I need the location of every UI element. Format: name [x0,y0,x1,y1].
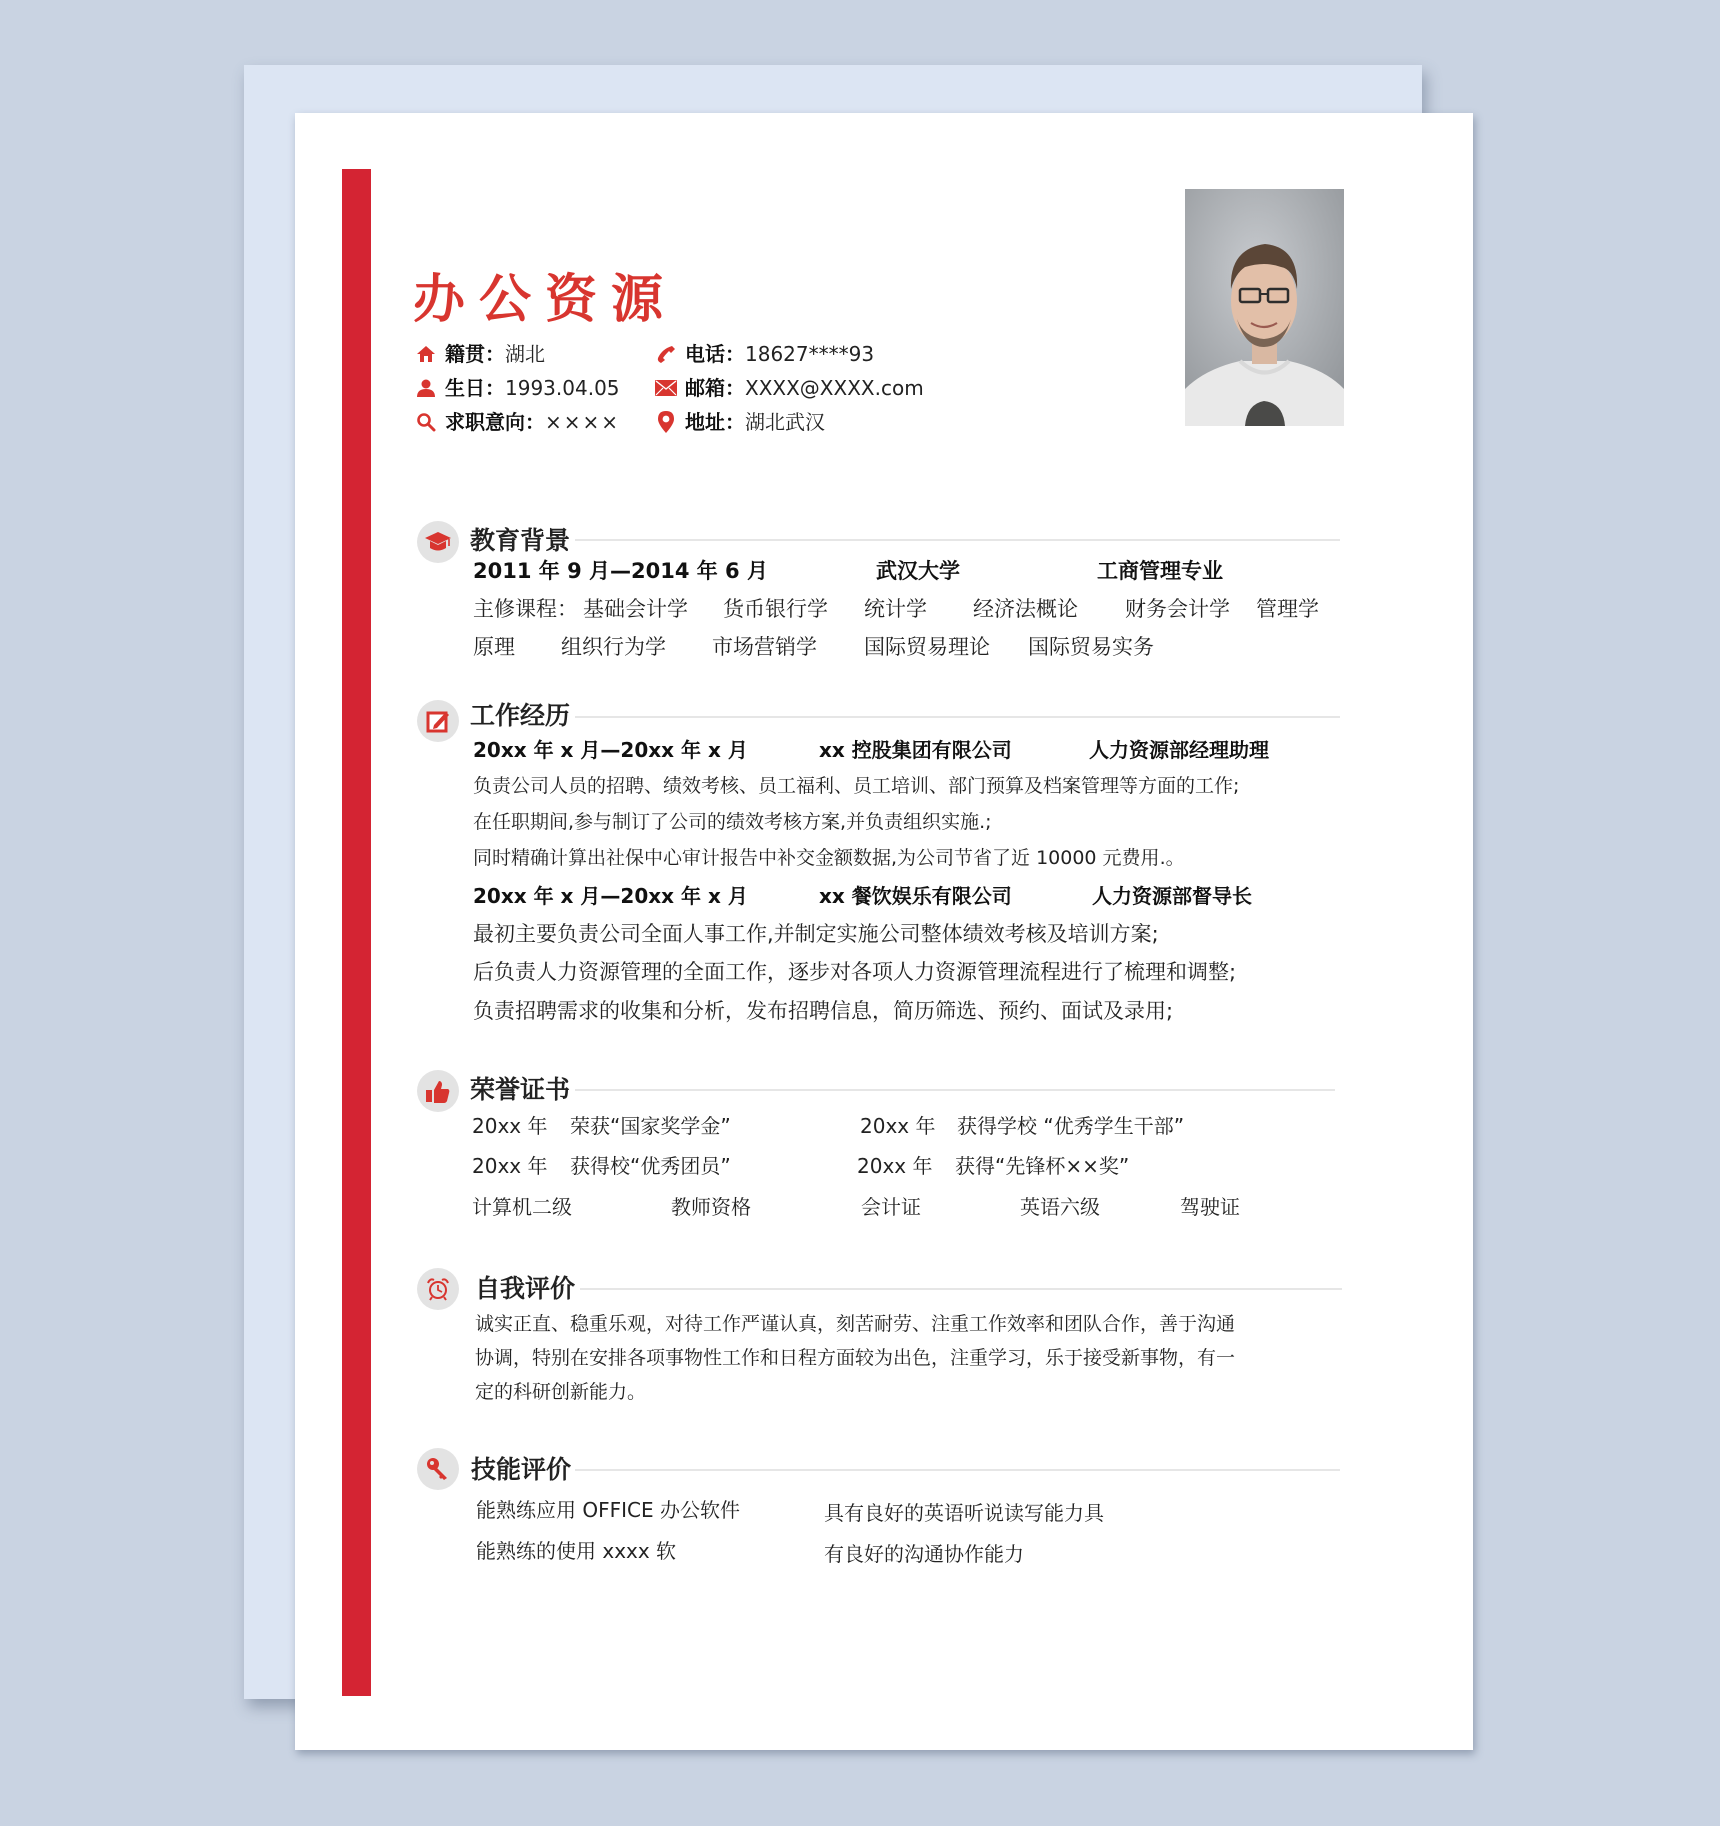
info-value: ×××× [545,410,621,434]
resume-name: 办公资源 [413,270,678,330]
job-position: 人力资源部经理助理 [1089,738,1269,762]
skills-title: 技能评价 [471,1455,572,1484]
self-evaluation-line: 诚实正直、稳重乐观，对待工作严谨认真，刻苦耐劳、注重工作效率和团队合作，善于沟通 [475,1313,1236,1335]
info-birthday [415,374,620,402]
courses-label: 主修课程： [473,597,578,621]
user-icon [415,377,437,399]
award-year: 20xx 年 [472,1114,548,1138]
info-label: 地址： [685,410,745,434]
key-icon [425,1456,451,1482]
skill-item: 具有良好的英语听说读写能力具 [824,1501,1104,1525]
job-duty: 后负责人力资源管理的全面工作，逐步对各项人力资源管理流程进行了梳理和调整; [473,960,1237,984]
honors-section-icon [417,1070,459,1112]
certificate-item: 计算机二级 [472,1195,572,1219]
info-value: 18627****93 [745,342,875,366]
self-evaluation-line: 定的科研创新能力。 [475,1381,647,1403]
work-section-icon [417,700,459,742]
course-item: 基础会计学 [583,597,688,621]
job-duty: 最初主要负责公司全面人事工作,并制定实施公司整体绩效考核及培训方案; [473,922,1159,946]
job-company: xx 餐饮娱乐有限公司 [819,884,1012,908]
info-value: 1993.04.05 [505,376,620,400]
alarm-clock-icon [426,1277,450,1301]
location-pin-icon [655,411,677,433]
skill-item: 有良好的沟通协作能力 [824,1542,1024,1566]
job-company: xx 控股集团有限公司 [819,738,1012,762]
certificate-item: 会计证 [861,1195,921,1219]
course-item: 经济法概论 [973,597,1078,621]
info-label: 邮箱： [685,376,745,400]
info-email [655,374,924,402]
education-section-icon [417,521,459,563]
skill-item: 能熟练的使用 xxxx 软 [476,1539,677,1563]
job-duty: 负责公司人员的招聘、绩效考核、员工福利、员工培训、部门预算及档案管理等方面的工作; [473,775,1240,797]
education-divider [575,539,1340,541]
course-item: 财务会计学 [1125,597,1230,621]
education-title: 教育背景 [470,526,571,555]
honors-divider [575,1089,1335,1091]
job-duty: 同时精确计算出社保中心审计报告中补交金额数据,为公司节省了近 10000 元费用.。 [473,847,1185,869]
award-year: 20xx 年 [472,1154,548,1178]
self-evaluation-divider [580,1288,1342,1290]
certificate-item: 驾驶证 [1180,1195,1240,1219]
home-icon [415,343,437,365]
self-evaluation-title: 自我评价 [475,1274,576,1303]
info-address [655,408,825,436]
info-label: 电话： [685,342,745,366]
job-position: 人力资源部督导长 [1092,884,1252,908]
course-item: 货币银行学 [723,597,828,621]
accent-bar [342,169,371,1696]
job-duty: 在任职期间,参与制订了公司的绩效考核方案,并负责组织实施.; [473,811,992,833]
work-divider [575,716,1340,718]
skill-item: 能熟练应用 OFFICE 办公软件 [476,1498,740,1522]
course-item: 管理学 [1256,597,1319,621]
skills-divider [575,1469,1340,1471]
course-item: 国际贸易实务 [1028,635,1154,659]
info-label: 籍贯： [445,342,505,366]
info-value: 湖北 [505,342,545,366]
honors-title: 荣誉证书 [470,1075,571,1104]
education-major: 工商管理专业 [1097,559,1223,583]
job-period: 20xx 年 x 月—20xx 年 x 月 [473,884,748,908]
edit-icon [426,709,450,733]
work-title: 工作经历 [470,701,571,730]
course-item: 市场营销学 [712,635,817,659]
graduation-cap-icon [424,530,452,554]
info-native-place [415,340,545,368]
info-label: 求职意向： [445,410,545,434]
job-period: 20xx 年 x 月—20xx 年 x 月 [473,738,748,762]
course-item: 国际贸易理论 [864,635,990,659]
award-text: 获得校“优秀团员” [570,1154,731,1178]
course-item: 原理 [473,635,515,659]
job-duty: 负责招聘需求的收集和分析，发布招聘信息，简历筛选、预约、面试及录用; [473,999,1174,1023]
award-text: 荣获“国家奖学金” [570,1114,731,1138]
info-value: 湖北武汉 [745,410,825,434]
certificate-item: 英语六级 [1020,1195,1100,1219]
certificate-item: 教师资格 [671,1195,751,1219]
self-evaluation-section-icon [417,1268,459,1310]
course-item: 统计学 [864,597,927,621]
self-evaluation-line: 协调，特别在安排各项事物性工作和日程方面较为出色，注重学习，乐于接受新事物，有一 [475,1347,1236,1369]
profile-photo [1185,189,1344,426]
search-icon [415,411,437,433]
thumbs-up-icon [425,1078,451,1104]
award-text: 获得学校 “优秀学生干部” [957,1114,1185,1138]
education-period: 2011 年 9 月—2014 年 6 月 [473,559,768,583]
award-year: 20xx 年 [857,1154,933,1178]
info-value: XXXX@XXXX.com [745,376,924,400]
education-school: 武汉大学 [876,559,960,583]
info-label: 生日： [445,376,505,400]
phone-icon [655,343,677,365]
mail-icon [655,377,677,399]
info-job-intention [415,408,620,436]
skills-section-icon [417,1448,459,1490]
award-year: 20xx 年 [860,1114,936,1138]
award-text: 获得“先锋杯××奖” [955,1154,1130,1178]
course-item: 组织行为学 [561,635,666,659]
info-phone [655,340,874,368]
